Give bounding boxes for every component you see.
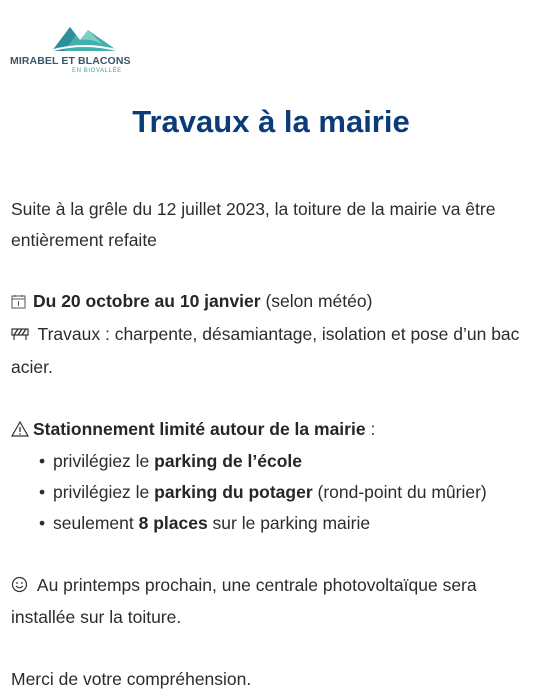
spring-text: Au printemps prochain, une centrale photovoltaïque sera installée sur la toiture. (11, 574, 477, 628)
dates-bold: Du 20 octobre au 10 janvier (33, 291, 261, 312)
works-line (11, 319, 533, 383)
parking-bold: Stationnement limité autour de la mairie (33, 418, 366, 439)
calendar-icon (11, 288, 33, 319)
dates-note: (selon météo) (260, 291, 373, 312)
warning-icon (11, 416, 33, 447)
dates-line (11, 286, 533, 319)
logo-subtitle: EN BIOVALLÉE (72, 68, 122, 74)
list-item: • seulement 8 places sur le parking mairie (39, 508, 533, 539)
article-body (11, 194, 533, 695)
parking-heading (11, 414, 533, 447)
list-item: • privilégiez le parking du potager (rond-point du mûrier) (39, 477, 533, 508)
list-item: • privilégiez le parking de l’école (39, 446, 533, 477)
mountain-logo-icon (50, 24, 120, 52)
parking-colon: : (365, 418, 376, 439)
construction-barrier-icon (11, 321, 33, 352)
spring-line (11, 570, 533, 634)
parking-list (11, 446, 533, 538)
intro-paragraph: Suite à la grêle du 12 juillet 2023, la toiture de la mairie va être entièrement refaite (11, 199, 496, 250)
logo (10, 24, 142, 80)
smiling-face-icon (11, 572, 33, 603)
page-title: Travaux à la mairie (132, 104, 410, 139)
works-text: Travaux : charpente, désamiantage, isolation et pose d’un bac acier. (11, 324, 520, 377)
thanks-line: Merci de votre compréhension. (11, 668, 252, 689)
logo-name: MIRABEL ET BLACONS (10, 55, 131, 67)
